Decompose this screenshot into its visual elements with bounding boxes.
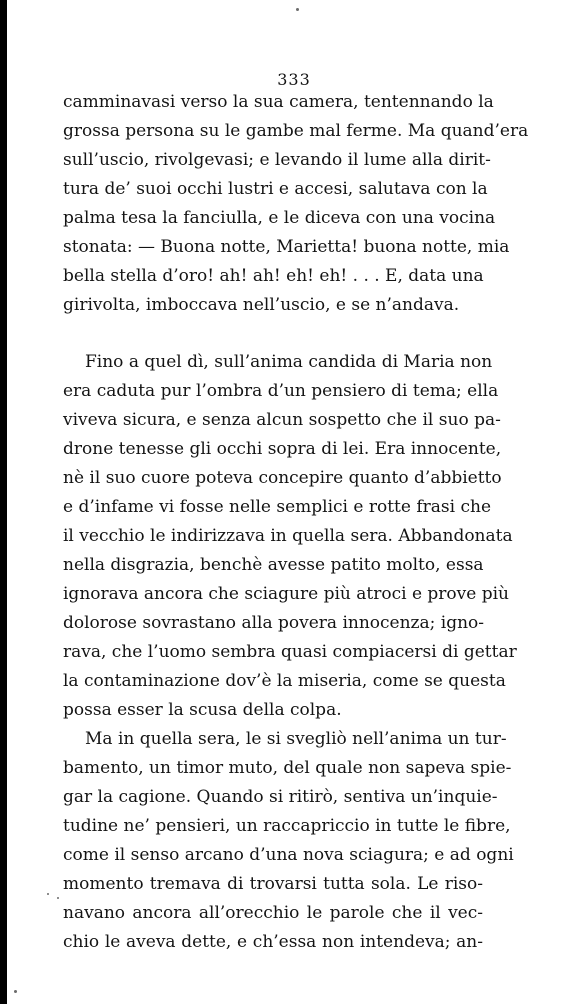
text-line: nella disgrazia, benchè avesse patito molto, essa — [63, 555, 484, 575]
text-line: stonata: — Buona notte, Marietta! buona notte, mia — [63, 237, 510, 257]
text-line: camminavasi verso la sua camera, tentennando la — [63, 92, 494, 112]
page-number: 333 — [277, 70, 311, 89]
paper-speck — [296, 8, 299, 11]
paper-speck — [57, 897, 59, 899]
text-line: rava, che l’uomo sembra quasi compiacersi di gettar — [63, 642, 517, 662]
paragraph-1 — [63, 88, 529, 320]
text-line: drone tenesse gli occhi sopra di lei. Era innocente, — [63, 439, 502, 459]
text-line: sull’uscio, rivolgevasi; e levando il lume alla dirit- — [63, 150, 491, 170]
paper-speck — [14, 990, 17, 993]
text-line: bella stella d’oro! ah! ah! eh! eh! . . . E, data una — [63, 266, 484, 286]
text-line: e d’infame vi fosse nelle semplici e rotte frasi che — [63, 497, 492, 517]
text-line: chio le aveva dette, e ch’essa non intendeva; an- — [63, 932, 483, 952]
paragraph-3 — [63, 725, 514, 957]
text-line: possa esser la scusa della colpa. — [63, 700, 342, 720]
text-line: il vecchio le indirizzava in quella sera. Abbandonata — [63, 526, 513, 546]
body-text — [63, 88, 529, 957]
text-line: dolorose sovrastano alla povera innocenza; igno- — [63, 613, 485, 633]
text-line: Ma in quella sera, le si svegliò nell’anima un tur- — [85, 729, 507, 749]
text-line: come il senso arcano d’una nova sciagura; e ad ogni — [63, 845, 514, 865]
paragraph-2 — [63, 348, 517, 725]
text-line: nè il suo cuore poteva concepire quanto d’abbietto — [63, 468, 502, 488]
text-line: era caduta pur l’ombra d’un pensiero di tema; ella — [63, 381, 499, 401]
text-line: grossa persona su le gambe mal ferme. Ma quand’era — [63, 121, 529, 141]
text-line: palma tesa la fanciulla, e le diceva con una vocina — [63, 208, 496, 228]
text-line: bamento, un timor muto, del quale non sapeva spie- — [63, 758, 512, 778]
text-line: gar la cagione. Quando si ritirò, sentiva un’inquie- — [63, 787, 498, 807]
text-line: momento tremava di trovarsi tutta sola. Le riso- — [63, 874, 483, 894]
text-line: tudine ne’ pensieri, un raccapriccio in tutte le fibre, — [63, 816, 511, 836]
text-line: Fino a quel dì, sull’anima candida di Maria non — [85, 352, 493, 372]
text-line: ignorava ancora che sciagure più atroci e prove più — [63, 584, 509, 604]
paragraph-gap — [63, 320, 483, 348]
text-line: girivolta, imboccava nell’uscio, e se n’andava. — [63, 295, 460, 315]
text-line: viveva sicura, e senza alcun sospetto che il suo pa- — [63, 410, 501, 430]
text-line: navano ancora all’orecchio le parole che il vec- — [63, 903, 483, 923]
text-line: tura de’ suoi occhi lustri e accesi, salutava con la — [63, 179, 488, 199]
paper-speck — [47, 893, 49, 895]
book-spine-shadow — [0, 0, 7, 1004]
text-line: la contaminazione dov’è la miseria, come se questa — [63, 671, 506, 691]
